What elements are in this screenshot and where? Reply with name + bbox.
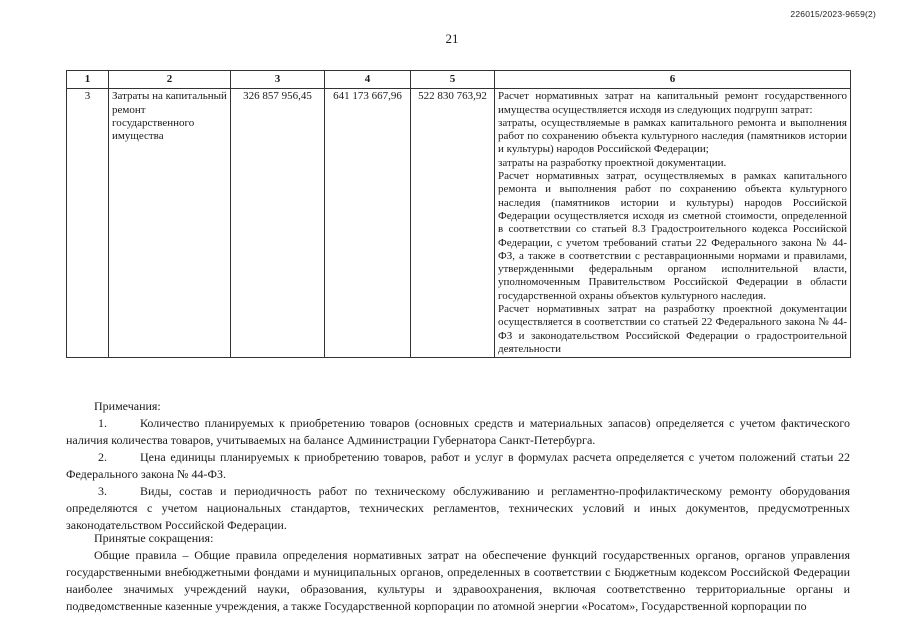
row-value-1: 326 857 956,45 <box>231 89 325 358</box>
description-paragraph: затраты, осуществляемые в рамках капитального ремонта и выполнения работ по сохранению объекта культурного наследия (памятников истории и культуры) народов Российской Федерации; <box>498 116 847 156</box>
row-value-3: 522 830 763,92 <box>411 89 495 358</box>
note-item <box>66 415 850 449</box>
abbreviations-heading: Принятые сокращения: <box>94 531 214 545</box>
note-number: 2. <box>98 450 107 464</box>
column-header: 2 <box>109 71 231 89</box>
row-value-2: 641 173 667,96 <box>325 89 411 358</box>
abbreviations-paragraph: Общие правила – Общие правила определения нормативных затрат на обеспечение функций государственных органов, органов управления государственными внебюджетными фондами и муниципальных органов, определенных в соответствии с Бюджетным кодексом Российской Федерации наиболее значимых учреждений науки, образования, культуры и здравоохранения, включая соответственно территориальные органы и подведомственные казенные учреждения, а также Государственной корпорации по атомной энергии «Росатом», Государственной корпорации по <box>66 548 850 613</box>
abbreviations-section <box>66 530 850 615</box>
column-header: 6 <box>495 71 851 89</box>
description-paragraph: Расчет нормативных затрат на капитальный ремонт государственного имущества осуществляется исходя из следующих подгрупп затрат: <box>498 90 847 116</box>
page-number: 21 <box>445 31 459 46</box>
note-item <box>66 449 850 483</box>
document-number: 226015/2023-9659(2) <box>790 9 876 19</box>
note-number: 1. <box>98 416 107 430</box>
notes-heading: Примечания: <box>94 399 161 413</box>
column-header: 1 <box>67 71 109 89</box>
note-number: 3. <box>98 484 107 498</box>
table-header-row <box>67 71 851 89</box>
row-name: Затраты на капитальный ремонт государственного имущества <box>109 89 231 358</box>
note-text: Цена единицы планируемых к приобретению товаров, работ и услуг в формулах расчета определяется с учетом положений статьи 22 Федерального закона № 44-ФЗ. <box>66 450 850 481</box>
description-paragraph: Расчет нормативных затрат на разработку проектной документации осуществляется в соответствии со статьей 22 Федерального закона № 44-ФЗ и законодательством Российской Федерации о градостроительной деятельности <box>498 303 847 355</box>
column-header: 3 <box>231 71 325 89</box>
cost-table <box>66 70 851 358</box>
table-row <box>67 89 851 358</box>
notes-section <box>66 398 850 534</box>
column-header: 4 <box>325 71 411 89</box>
note-text: Виды, состав и периодичность работ по техническому обслуживанию и регламентно-профилактическому ремонту оборудования определяются с учетом национальных стандартов, технических регламентов, технических условий и иных документов, предусмотренных законодательством Российской Федерации. <box>66 484 850 532</box>
column-header: 5 <box>411 71 495 89</box>
row-number: 3 <box>67 89 109 358</box>
note-item <box>66 483 850 534</box>
row-description <box>495 89 851 358</box>
note-text: Количество планируемых к приобретению товаров (основных средств и материальных запасов) определяется с учетом фактического наличия количества товаров, учитываемых на балансе Администрации Губернатора Санкт-Петербурга. <box>66 416 850 447</box>
description-paragraph: затраты на разработку проектной документации. <box>498 156 727 169</box>
description-paragraph: Расчет нормативных затрат, осуществляемых в рамках капитального ремонта и выполнения работ по сохранению объекта культурного наследия (памятников истории и культуры) народов Российской Федерации осуществляется исходя из сметной стоимости, определенной в соответствии со статьей 8.3 Градостроительного кодекса Российской Федерации, с учетом требований статьи 22 Федерального закона № 44-ФЗ, а также в соответствии с реставрационными нормами и правилами, утвержденными федеральным органом исполнительной власти, уполномоченным Правительством Российской Федерации в области государственной охраны объектов культурного наследия. <box>498 170 847 302</box>
